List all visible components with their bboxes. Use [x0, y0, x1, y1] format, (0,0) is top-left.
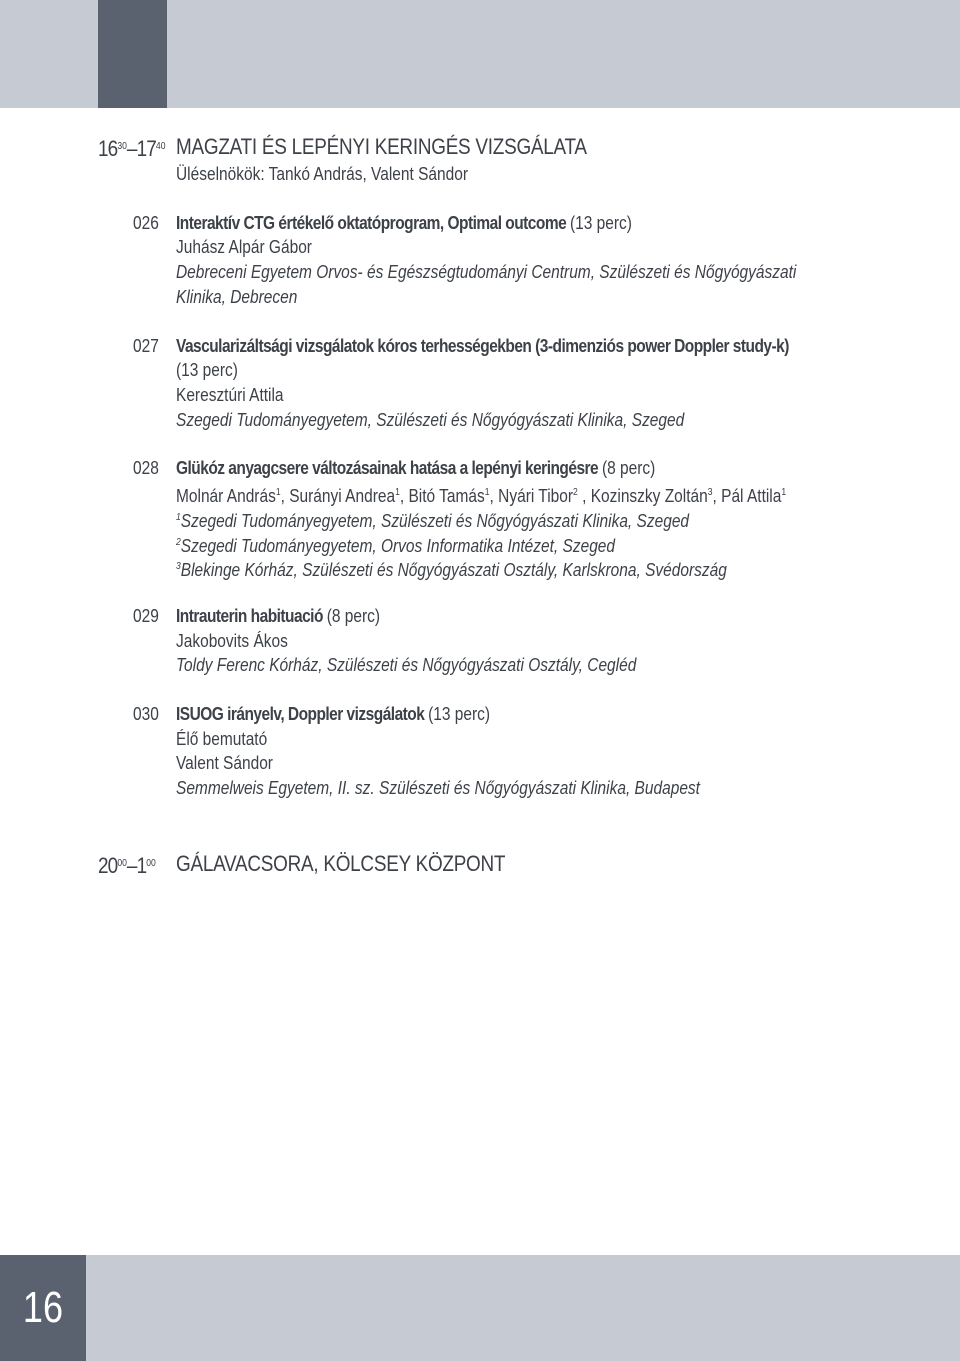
abstract-title: Glükóz anyagcsere változásainak hatása a lepényi keringésre (8 perc): [176, 458, 656, 478]
abstract-affiliation: Klinika, Debrecen: [176, 287, 298, 307]
abstract-authors: Molnár András$^1$, Surányi Andrea$^1$, Bitó Tamás$^1$, Nyári Tibor$^2$ , Kozinszky Zoltán$^3$, Pál Attila$^1$: [176, 486, 787, 506]
abstract-title: Vascularizáltsági vizsgálatok kóros terhességekben (3-dimenziós power Doppler study-k): [176, 336, 789, 356]
abstract-affiliation: $^1$Szegedi Tudományegyetem, Szülészeti és Nőgyógyászati Klinika, Szeged: [176, 511, 690, 531]
session-time: $16^{30}-17^{40}$: [98, 136, 166, 161]
abstract-number: 030: [133, 704, 159, 724]
abstract-affiliation: Debreceni Egyetem Orvos- és Egészségtudományi Centrum, Szülészeti és Nőgyógyászati: [176, 262, 797, 282]
abstract-authors: Keresztúri Attila: [176, 385, 284, 405]
abstract-title: ISUOG irányelv, Doppler vizsgálatok (13 perc): [176, 704, 491, 724]
abstract-number: 028: [133, 458, 159, 478]
abstract-number: 027: [133, 336, 159, 356]
abstract-affiliation: $^2$Szegedi Tudományegyetem, Orvos Informatika Intézet, Szeged: [176, 536, 616, 556]
abstract-authors: Jakobovits Ákos: [176, 631, 288, 651]
page-number: 16: [22, 1283, 64, 1332]
abstract-title: Interaktív CTG értékelő oktatóprogram, Optimal outcome (13 perc): [176, 213, 632, 233]
abstract-affiliation: Semmelweis Egyetem, II. sz. Szülészeti és Nőgyógyászati Klinika, Budapest: [176, 778, 700, 798]
footer-band: [86, 1255, 960, 1361]
abstract-number: 029: [133, 606, 159, 626]
abstract-affiliation: Toldy Ferenc Kórház, Szülészeti és Nőgyógyászati Osztály, Cegléd: [176, 655, 637, 675]
event-time: $20^{00}-1^{00}$: [98, 853, 156, 878]
abstract-note: Élő bemutató: [176, 729, 268, 749]
session-title: MAGZATI ÉS LEPÉNYI KERINGÉS VIZSGÁLATA: [176, 134, 587, 159]
header-band-accent: [98, 0, 167, 108]
abstract-authors: Juhász Alpár Gábor: [176, 237, 312, 257]
header-band-left: [0, 0, 98, 108]
abstract-authors: Valent Sándor: [176, 753, 273, 773]
abstract-number: 026: [133, 213, 159, 233]
abstract-duration: (13 perc): [176, 360, 238, 380]
abstract-affiliation: Szegedi Tudományegyetem, Szülészeti és Nőgyógyászati Klinika, Szeged: [176, 410, 685, 430]
abstract-affiliation: $^3$Blekinge Kórház, Szülészeti és Nőgyógyászati Osztály, Karlskrona, Svédország: [176, 560, 727, 580]
abstract-title: Intrauterin habituació (8 perc): [176, 606, 381, 626]
header-band-right: [167, 0, 960, 108]
event-title: GÁLAVACSORA, KÖLCSEY KÖZPONT: [176, 851, 506, 876]
session-chairs: Üléselnökök: Tankó András, Valent Sándor: [176, 164, 469, 184]
